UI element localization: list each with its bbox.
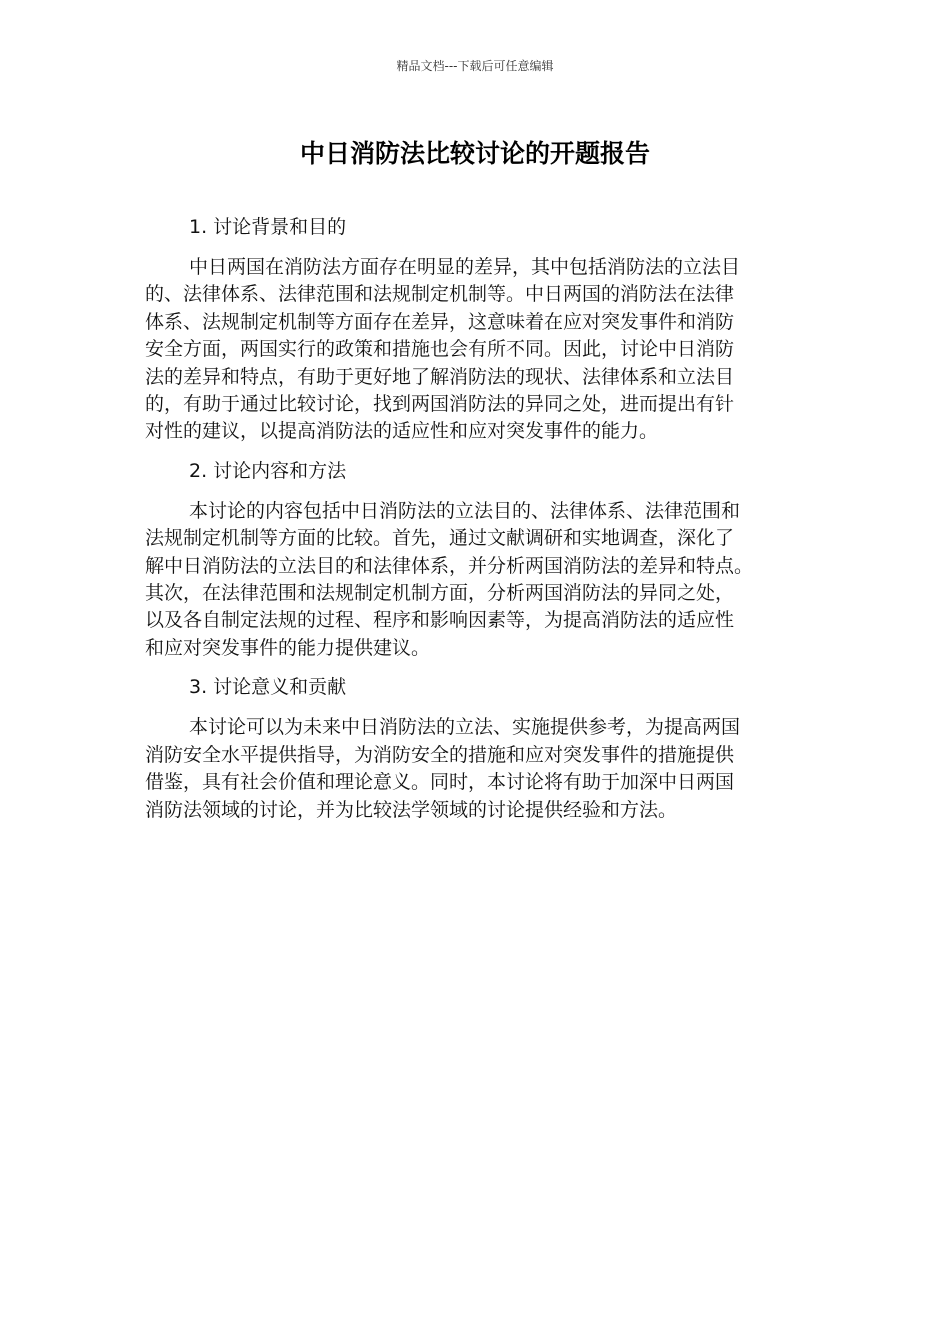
paragraph-line: 中日两国在消防法方面存在明显的差异，其中包括消防法的立法目	[189, 256, 741, 278]
section-paragraph-significance	[145, 714, 797, 824]
section-paragraph-content-method	[145, 498, 797, 662]
paragraph-line: 本讨论可以为未来中日消防法的立法、实施提供参考，为提高两国	[189, 716, 741, 739]
spacer	[145, 446, 797, 456]
paragraph-line: 消防安全水平提供指导，为消防安全的措施和应对突发事件的措施提供	[145, 743, 735, 766]
paragraph-line: 消防法领域的讨论，并为比较法学领域的讨论提供经验和方法。	[145, 798, 678, 821]
page-header-note: 精品文档---下载后可任意编辑	[396, 59, 554, 73]
document-body	[145, 212, 797, 824]
paragraph-line: 对性的建议，以提高消防法的适应性和应对突发事件的能力。	[145, 420, 659, 443]
spacer	[145, 662, 797, 672]
paragraph-line: 法规制定机制等方面的比较。首先，通过文献调研和实地调查，深化了	[145, 527, 735, 550]
paragraph-line: 解中日消防法的立法目的和法律体系，并分析两国消防法的差异和特点。	[145, 554, 754, 577]
section-paragraph-background	[145, 254, 797, 446]
paragraph-line: 安全方面，两国实行的政策和措施也会有所不同。因此，讨论中日消防	[145, 338, 735, 361]
spacer	[145, 702, 797, 714]
section-heading-background: 1. 讨论背景和目的	[189, 216, 347, 238]
paragraph-line: 的、法律体系、法律范围和法规制定机制等。中日两国的消防法在法律	[145, 283, 735, 306]
spacer	[145, 242, 797, 254]
paragraph-line: 的，有助于通过比较讨论，找到两国消防法的异同之处，进而提出有针	[145, 393, 735, 416]
paragraph-line: 借鉴，具有社会价值和理论意义。同时，本讨论将有助于加深中日两国	[145, 771, 735, 794]
paragraph-line: 体系、法规制定机制等方面存在差异，这意味着在应对突发事件和消防	[145, 310, 735, 333]
paragraph-line: 以及各自制定法规的过程、程序和影响因素等，为提高消防法的适应性	[145, 609, 735, 632]
paragraph-line: 和应对突发事件的能力提供建议。	[145, 636, 431, 659]
section-heading-content-method: 2. 讨论内容和方法	[189, 459, 347, 482]
spacer	[145, 486, 797, 498]
section-heading-significance: 3. 讨论意义和贡献	[189, 676, 347, 699]
paragraph-line: 本讨论的内容包括中日消防法的立法目的、法律体系、法律范围和	[189, 499, 741, 522]
paragraph-line: 法的差异和特点，有助于更好地了解消防法的现状、法律体系和立法目	[145, 365, 735, 388]
document-title: 中日消防法比较讨论的开题报告	[299, 139, 650, 168]
paragraph-line: 其次，在法律范围和法规制定机制方面，分析两国消防法的异同之处，	[145, 582, 735, 605]
